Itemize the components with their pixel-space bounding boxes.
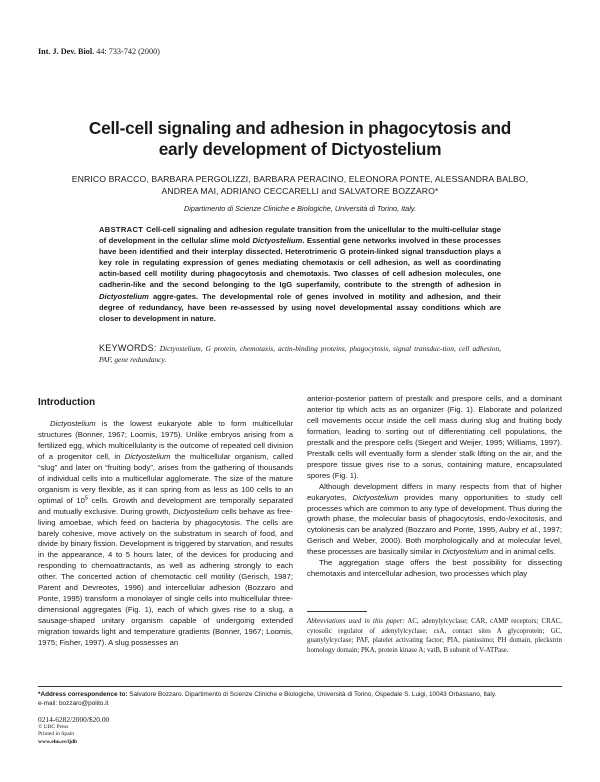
abstract-text-3: aggre-gates. The developmental role of genes involved in motility and adhesion, and their degree of redundancy, have been re-assessed by using novel developmental assay conditions which are closer to development in nature. [99,291,501,323]
publisher-copyright: © UBC Press [38,724,69,730]
paragraph [307,482,562,559]
correspondence-label: *Address correspondence to: [38,691,128,698]
correspondence-address: Salvatore Bozzaro. Dipartimento di Scienze Cliniche e Biologiche, Università di Torino, Ospedale S. Luigi, 10043 Orbassano, Italy. [127,691,497,698]
abstract-text-2: . Essential gene networks involved in these processes have been identified and their interplay dissected. Heterotrimeric G protein-linked signal transduction plays a key role in regulating expression of genes mediating chemotaxis or cell adhesion, as well as coordinating actin-based cell motility during phagocytosis and chemotaxis. Two classes of cell adhesion molecules, one cadherin-like and the second belonging to the IgG superfamily, contribute to the strength of adhesion in [99,236,501,290]
paragraph [38,419,293,649]
paragraph: anterior-posterior pattern of prestalk and prespore cells, and a dominant anterior tip which acts as an organizer (Fig. 1). Elaborate and polarized cell movements occur inside the cell mass during slug and fruiting body formation, leading to sorting out of differentiating cell populations, the prestalk and the prespore cells (Siegert and Weijer, 1995; Williams, 1997). Prestalk cells will eventually form a slender stalk lifting on the air, and the prespore tissue gives rise to a sorus, containing mature, encapsulated spores (Fig. 1). [307,394,562,480]
genus-name: Dictyostelium [50,419,96,428]
title-line-1: Cell-cell signaling and adhesion in phagocytosis and [88,118,512,138]
correspondence-divider [38,686,562,687]
authors-line-2: ANDREA MAI, ADRIANO CECCARELLI and SALVATORE BOZZARO* [161,186,439,197]
paper-title [60,118,540,160]
body-text: provides many opportunities to study cell processes which are common to any type of development. Thus during the growth phase, the molecular basis of phagocytosis, endo-/exocitosis, and cytokinesis can be analyzed (Bozzaro and Ponte, 1995, Aubry [307,492,562,535]
genus-name: Dictyostelium [352,492,399,502]
body-text: cells behave as free-living amoebae, which feed on bacteria by phagocytosis. The cells are barely cohesive, move actively on the substratum in search of food, and divide by binary fission. Development is triggered by starvation, and results in the appearance, 4 to 5 hours later, of the devices for producing and responding to chemoattractants, as well as adhering strongly to each other. The concerted action of chemotactic cell motility (Gerisch, 1987; Parent and Devreotes, 1996) and intercellular adhesion (Bozzaro and Ponte, 1995) transform a monolayer of single cells into multicellular three-dimensional aggregates (Fig. 1), each of which gives rise to a slug, a sausage-shaped unitary organism capable of undergoing extended migration towards light and temperature gradients (Bonner, 1967; Loomis, 1975; Fisher, 1997). A slug possesses an [38,506,293,648]
publisher-footer [38,716,109,746]
journal-name: Int. J. Dev. Biol. [38,47,95,56]
body-text: Although development differs in many respects from that of higher eukaryotes, [307,481,562,502]
keywords [99,343,501,365]
left-column [38,419,293,649]
genus-name: Dictyostelium [442,547,489,557]
authors-line-1: ENRICO BRACCO, BARBARA PERGOLIZZI, BARBARA PERACINO, ELEONORA PONTE, ALESSANDRA BALBO, [71,174,529,184]
paragraph: The aggregation stage offers the best possibility for dissecting chemotaxis and intercellular adhesion, two processes which play [307,558,562,579]
keywords-text: Dictyostelium, G protein, chemotaxis, actin-binding proteins, phagocytosis, signal transduc-tion, cell adhesion, PAF, gene redundancy. [99,344,501,364]
body-text: the multicellular organism, called “slug” and later on “fruiting body”, arises from the gathering of thousands of individual cells into a multicellular agglomerate. The size of the mature organism is very flexible, as it can spring from as less as 100 cells to an optimal of 10 [38,451,294,505]
right-column [307,394,562,580]
body-text: is the lowest eukaryote able to form multicellular structures (Bonner, 1967; Loomis, 1975). Unlike embryos arising from a fertilized egg, which multicellularity is the outcome of repeated cell division of a progenitor cell, in [38,419,293,461]
abstract-genus-2: Dictyostelium [99,291,149,301]
footnote-divider [307,611,367,612]
printed-location: Printed in Spain [38,731,75,737]
abstract-text-1: Cell-cell signaling and adhesion regulate transition from the unicellular to the multi-cellular stage of development in the cellular slime mold [99,225,501,246]
title-line-2: early development of Dictyostelium [158,139,442,159]
abbreviations-text: AC, adenylylcyclase; CAR, cAMP receptors; CRAC, cytosolic regulator of adenylylcyclase; csA, contact sites A glycoprotein; GC, guanylylcyclase; PAF, platelet activating factor; PIA, pianissimo; PH domain, pleckstrin homology domain; PKA, protein kinase A; vatB, B subunit of V-ATPase. [307,618,562,654]
keywords-label: KEYWORDS: [99,343,157,353]
correspondence-note [38,690,562,709]
volume-pages: 44: 733-742 (2000) [96,47,160,56]
abbreviations-label: Abbreviations used in this paper: [307,618,405,625]
body-text: and in animal cells. [488,547,556,557]
issn-price: 0214-6282/2000/$20.00 [38,715,110,724]
journal-citation [38,47,160,56]
abstract-label: ABSTRACT [99,225,144,234]
abbreviations-footnote [307,617,562,655]
body-text: cells. Growth and development are temporally separated and mutually exclusive. During growth, [38,495,293,516]
author-list [40,173,560,198]
abstract-genus-1: Dictyostelium [252,236,303,246]
journal-website: www.ehu.es/ijdb [38,739,78,745]
correspondence-email: e-mail: bozzaro@polito.it [38,700,109,708]
genus-name: Dictyostelium [124,451,171,461]
et-al: et al. [521,525,539,535]
affiliation: Dipartimento di Scienze Cliniche e Biologiche, Università di Torino, Italy. [184,204,416,213]
exponent: 5 [84,495,88,502]
abstract [99,224,501,324]
genus-name: Dictyostelium [173,506,219,516]
body-text: , 1997; Gerisch and Weber, 2000). Both morphologically and at molecular level, these processes are basically similar in [307,525,562,557]
section-heading-introduction: Introduction [38,397,96,408]
